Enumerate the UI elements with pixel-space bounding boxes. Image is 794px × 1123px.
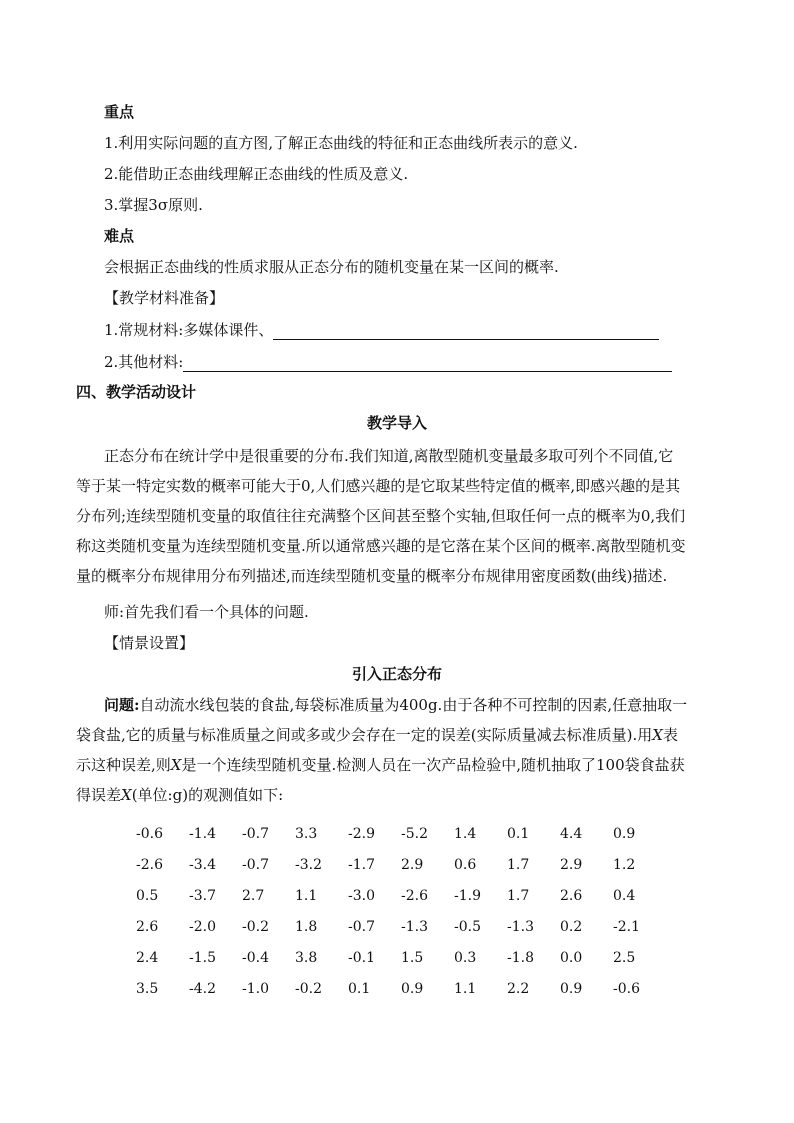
teacher-line: 师:首先我们看一个具体的问题. [104, 603, 309, 621]
table-cell: -4.2 [189, 980, 216, 997]
problem-label: 问题: [104, 696, 140, 714]
table-cell: -0.4 [242, 949, 269, 966]
table-cell: 0.6 [454, 856, 477, 873]
key-point-1: 1.利用实际问题的直方图,了解正态曲线的特征和正态曲线所表示的意义. [104, 134, 578, 152]
table-cell: 2.6 [136, 918, 159, 935]
difficulty-text: 会根据正态曲线的性质求服从正态分布的随机变量在某一区间的概率. [104, 258, 559, 276]
table-cell: -0.6 [136, 825, 163, 842]
intro-line-4: 称这类随机变量为连续型随机变量.所以通常感兴趣的是它落在某个区间的概率.离散型随机变 [76, 537, 686, 555]
table-cell: 2.6 [560, 887, 583, 904]
table-cell: 0.9 [613, 825, 636, 842]
materials-item-1-label: 1.常规材料:多媒体课件、 [104, 321, 274, 339]
table-cell: 1.7 [507, 856, 530, 873]
table-cell: 0.5 [136, 887, 159, 904]
table-cell: -0.2 [242, 918, 269, 935]
section-4-heading: 四、教学活动设计 [76, 383, 197, 401]
problem-line-1 [76, 690, 726, 720]
materials-item-2 [104, 352, 672, 372]
table-cell: 1.4 [454, 825, 477, 842]
table-cell: -1.9 [454, 887, 481, 904]
table-cell: -0.7 [242, 825, 269, 842]
table-cell: -2.0 [189, 918, 216, 935]
table-cell: -2.1 [613, 918, 640, 935]
table-cell: -0.1 [348, 949, 375, 966]
problem-paragraph [76, 690, 726, 810]
table-cell: 1.8 [295, 918, 318, 935]
key-points-title: 重点 [104, 103, 135, 121]
table-row [136, 849, 666, 880]
table-cell: -1.3 [507, 918, 534, 935]
materials-item-1 [104, 320, 659, 340]
table-row [136, 942, 666, 973]
problem-text-4a: 得误差 [76, 786, 122, 804]
table-row [136, 880, 666, 911]
key-point-2: 2.能借助正态曲线理解正态曲线的性质及意义. [104, 165, 409, 183]
problem-text-2b: 表 [662, 726, 678, 744]
intro-line-2: 等于某一特定实数的概率可能大于0,人们感兴趣的是它取某些特定值的概率,即感兴趣的是其 [76, 477, 681, 495]
table-cell: -0.2 [295, 980, 322, 997]
scene-heading: 【情景设置】 [104, 634, 195, 652]
problem-line-4 [76, 780, 726, 810]
table-cell: -1.7 [348, 856, 375, 873]
key-point-3: 3.掌握3σ原则. [104, 196, 203, 214]
table-cell: -1.3 [401, 918, 428, 935]
table-cell: 2.9 [560, 856, 583, 873]
table-cell: -0.5 [454, 918, 481, 935]
table-cell: 0.9 [560, 980, 583, 997]
table-cell: -1.4 [189, 825, 216, 842]
observation-table [136, 818, 666, 1004]
problem-text-3b: 是一个连续型随机变量.检测人员在一次产品检验中,随机抽取了100袋食盐获 [181, 756, 685, 774]
variable-x: X [121, 786, 132, 804]
table-cell: -0.7 [242, 856, 269, 873]
table-cell: -3.2 [295, 856, 322, 873]
table-cell: -3.4 [189, 856, 216, 873]
table-cell: -5.2 [401, 825, 428, 842]
table-row [136, 911, 666, 942]
table-cell: 0.2 [560, 918, 583, 935]
table-cell: -3.0 [348, 887, 375, 904]
table-cell: -0.7 [348, 918, 375, 935]
table-cell: -2.6 [401, 887, 428, 904]
problem-text-1: 自动流水线包装的食盐,每袋标准质量为400g.由于各种不可控制的因素,任意抽取一 [139, 696, 688, 714]
table-cell: 3.5 [136, 980, 159, 997]
table-cell: 3.8 [295, 949, 318, 966]
materials-blank-1 [273, 323, 659, 340]
intro-line-5: 量的概率分布规律用分布列描述,而连续型随机变量的概率分布规律用密度函数(曲线)描述. [76, 567, 668, 585]
table-cell: 1.1 [295, 887, 318, 904]
problem-text-3a: 示这种误差,则 [76, 756, 171, 774]
intro-line-1: 正态分布在统计学中是很重要的分布.我们知道,离散型随机变量最多取可列个不同值,它 [104, 447, 674, 465]
table-cell: -1.5 [189, 949, 216, 966]
table-cell: 1.7 [507, 887, 530, 904]
table-cell: -2.9 [348, 825, 375, 842]
table-cell: 1.2 [613, 856, 636, 873]
materials-heading: 【教学材料准备】 [104, 289, 225, 307]
table-cell: 0.1 [348, 980, 371, 997]
materials-blank-2 [183, 355, 672, 372]
variable-x: X [170, 756, 182, 774]
table-cell: 0.0 [560, 949, 583, 966]
table-cell: 1.5 [401, 949, 424, 966]
table-cell: 2.9 [401, 856, 424, 873]
problem-text-4b: (单位:g)的观测值如下: [131, 786, 284, 804]
table-row [136, 818, 666, 849]
materials-item-2-label: 2.其他材料: [104, 353, 184, 371]
table-cell: -3.7 [189, 887, 216, 904]
intro-line-3: 分布列;连续型随机变量的取值往往充满整个区间甚至整个实轴,但取任何一点的概率为0,我们 [76, 507, 686, 525]
table-cell: 0.9 [401, 980, 424, 997]
intro-title: 教学导入 [366, 414, 427, 432]
table-cell: 0.3 [454, 949, 477, 966]
table-cell: 4.4 [560, 825, 583, 842]
table-cell: 2.5 [613, 949, 636, 966]
intro-paragraph [76, 441, 726, 591]
table-cell: 3.3 [295, 825, 318, 842]
table-cell: -0.6 [613, 980, 640, 997]
table-cell: 1.1 [454, 980, 477, 997]
table-cell: 0.1 [507, 825, 530, 842]
table-cell: 2.2 [507, 980, 530, 997]
scene-title: 引入正态分布 [351, 665, 442, 683]
table-cell: -1.8 [507, 949, 534, 966]
variable-x: X [652, 726, 663, 744]
table-cell: -2.6 [136, 856, 163, 873]
problem-line-3 [76, 750, 726, 780]
table-cell: 2.4 [136, 949, 159, 966]
table-cell: 2.7 [242, 887, 265, 904]
problem-line-2 [76, 720, 726, 750]
difficulty-title: 难点 [104, 227, 135, 245]
table-cell: -1.0 [242, 980, 269, 997]
table-row [136, 973, 666, 1004]
problem-text-2: 袋食盐,它的质量与标准质量之间或多或少会存在一定的误差(实际质量减去标准质量).用 [76, 726, 653, 744]
table-cell: 0.4 [613, 887, 636, 904]
